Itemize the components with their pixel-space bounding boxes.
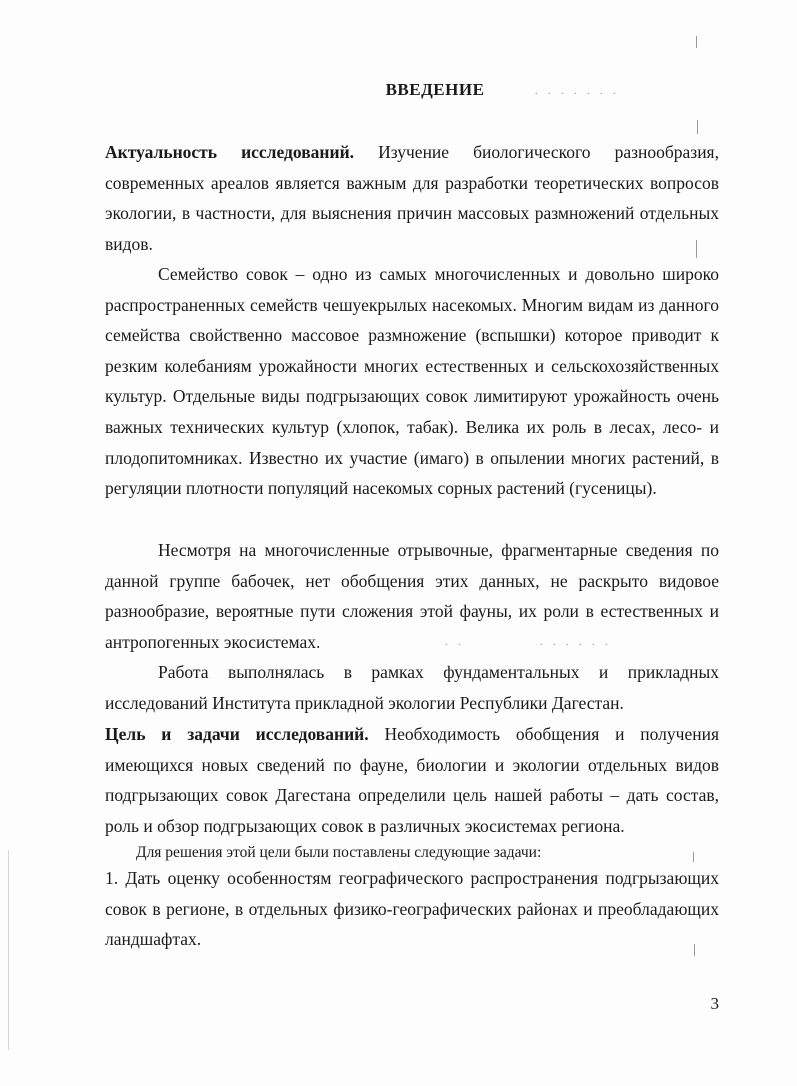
paragraph-task-1 (105, 863, 719, 955)
paragraph-work (105, 657, 719, 718)
scan-mark (694, 944, 695, 956)
paragraph-relevance (105, 137, 719, 259)
relevance-heading: Актуальность исследований. (105, 142, 355, 162)
paragraph-family (105, 259, 719, 504)
paragraph-despite (105, 535, 719, 657)
page-title: ВВЕДЕНИЕ (385, 80, 485, 99)
page-number: 3 (710, 994, 719, 1013)
scan-noise: . . . . . . . (535, 86, 620, 97)
goal-heading: Цель и задачи исследований. (105, 724, 369, 744)
scan-mark (696, 240, 697, 258)
work-text: Работа выполнялась в рамках фундаментальных и прикладных исследований Института прикладной экологии Республики Дагестан. (105, 662, 719, 713)
goal-text: Необходимость обобщения и получения имеющихся новых сведений по фауне, биологии и экологии отдельных видов подгрызающих совок Дагестана определили цель нашей работы – дать состав, роль и обзор подгрызающих совок в различных экосистемах региона. (105, 724, 719, 836)
tasks-intro: Для решения этой цели были поставлены следующие задачи: (136, 844, 542, 861)
scan-noise: . . . . . . (540, 637, 612, 648)
scan-noise: . . (445, 637, 465, 648)
despite-text: Несмотря на многочисленные отрывочные, фрагментарные сведения по данной группе бабочек, нет обобщения этих данных, не раскрыто видовое разнообразие, вероятные пути сложения этой фауны, их роли в естественных и антропогенных экосистемах. (105, 540, 719, 652)
scan-mark (8, 850, 9, 1050)
task-1-text: 1. Дать оценку особенностям географического распространения подгрызающих совок в регионе, в отдельных физико-географических районах и преобладающих ландшафтах. (105, 868, 719, 950)
relevance-text: Изучение биологического разнообразия, современных ареалов является важным для разработки теоретических вопросов экологии, в частности, для выяснения причин массовых размножений отдельных видов. (105, 142, 719, 254)
scan-mark (696, 36, 697, 48)
scan-mark (697, 120, 698, 134)
paragraph-goal (105, 719, 719, 841)
family-text: Семейство совок – одно из самых многочисленных и довольно широко распространенных семейств чешуекрылых насекомых. Многим видам из данного семейства свойственно массовое размножение (вспышки) которое приводит к резким колебаниям урожайности многих естественных и сельскохозяйственных культур. Отдельные виды подгрызающих совок лимитируют урожайность очень важных технических культур (хлопок, табак). Велика их роль в лесах, лесо- и плодопитомниках. Известно их участие (имаго) в опылении многих растений, в регуляции плотности популяций насекомых сорных растений (гусеницы). (105, 264, 719, 499)
scan-mark (693, 852, 694, 862)
